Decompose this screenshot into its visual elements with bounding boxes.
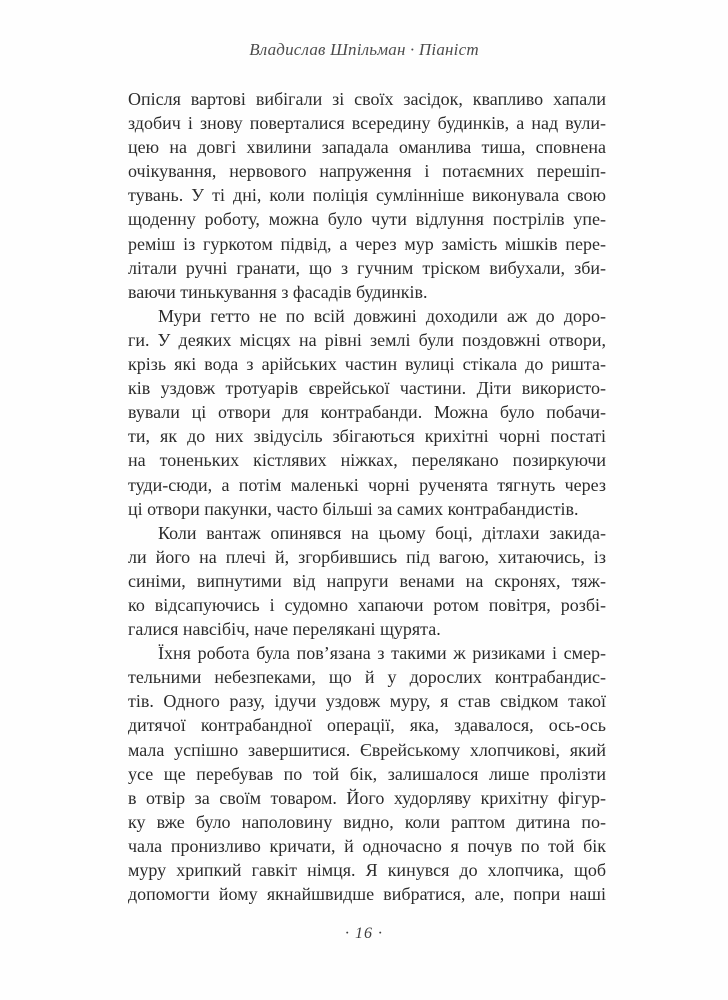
paragraph [128,304,606,521]
text-line: туди-сюди, а потім маленькі чорні рученята тягнуть через [128,474,606,495]
text-line: тів. Одного разу, ідучи уздовж муру, я став свідком такої [128,691,606,712]
page-number: · 16 · [345,925,383,942]
text-line: тельними небезпеками, що й у дорослих контрабандис- [128,667,606,688]
text-line: ти, як до них звідусіль збігаються крихітні чорні постаті [128,426,606,447]
text-line: допомогти йому якнайшвидше вибратися, але, попри наші [128,884,606,905]
text-line: ків уздовж тротуарів єврейської частини. Діти використо- [128,378,606,399]
text-line: ги. У деяких місцях на рівні землі були поздовжні отвори, [128,329,606,350]
running-head: Владислав Шпільман · Піаніст [249,40,479,59]
paragraph [128,641,606,906]
text-line: літали ручні гранати, що з гучним тріском вибухали, зби- [128,257,606,278]
paragraph [128,87,606,304]
text-line: цею на довгі хвилини западала оманлива тиша, сповнена [128,137,606,158]
text-line: дитячої контрабандної операції, яка, здавалося, ось-ось [128,715,606,736]
text-line: ваючи тинькування з фасадів будинків. [128,281,428,302]
text-line: усе ще перебував по той бік, залишалося лише пролізти [128,763,606,784]
text-line: тувань. У ті дні, коли поліція сумлінніше виконувала свою [128,185,606,206]
text-line: синіми, випнутими від напруги венами на скронях, тяж- [128,570,606,591]
text-line: на тоненьких кістлявих ніжках, перелякано позиркуючи [128,450,606,471]
text-line: в отвір за своїм товаром. Його худорляву крихітну фігур- [128,787,606,808]
paragraph [128,521,606,641]
text-line: Мури гетто не по всій довжині доходили аж до доро- [158,305,606,326]
text-line: щоденну роботу, можна було чути відлуння пострілів упе- [128,209,606,230]
text-line: Їхня робота була пов’язана з такими ж ризиками і смер- [158,643,606,664]
text-line: ко відсапуючись і судомно хапаючи ротом повітря, розбі- [128,594,606,615]
text-line: крізь які вода з арійських частин вулиці стікала до ришта- [128,354,606,375]
text-line: Коли вантаж опинявся на цьому боці, дітлахи закида- [158,522,606,543]
text-line: здобич і знову поверталися всередину будинків, а над вули- [128,113,606,134]
text-line: чала пронизливо кричати, й одночасно я почув по той бік [128,835,606,856]
text-line: ли його на плечі й, згорбившись під вагою, хитаючись, із [128,546,606,567]
text-line: вували ці отвори для контрабанди. Можна було побачи- [128,402,606,423]
text-line: реміш із гуркотом підвід, а через мур замість мішків пере- [128,233,606,254]
text-line: муру хрипкий гавкіт німця. Я кинувся до хлопчика, щоб [128,860,606,880]
text-line: Опісля вартові вибігали зі своїх засідок, квапливо хапали [128,89,606,109]
text-line: ку вже було наполовину видно, коли раптом дитина по- [128,811,606,832]
text-line: галися навсібіч, наче перелякані щурята. [128,619,441,640]
text-line: очікування, нервового напруження і потаємних перешіп- [128,161,606,182]
text-line: мала успішно завершитися. Єврейському хлопчикові, який [128,739,606,760]
body-text [128,87,606,906]
text-line: ці отвори пакунки, часто більші за самих контрабандистів. [128,498,579,519]
